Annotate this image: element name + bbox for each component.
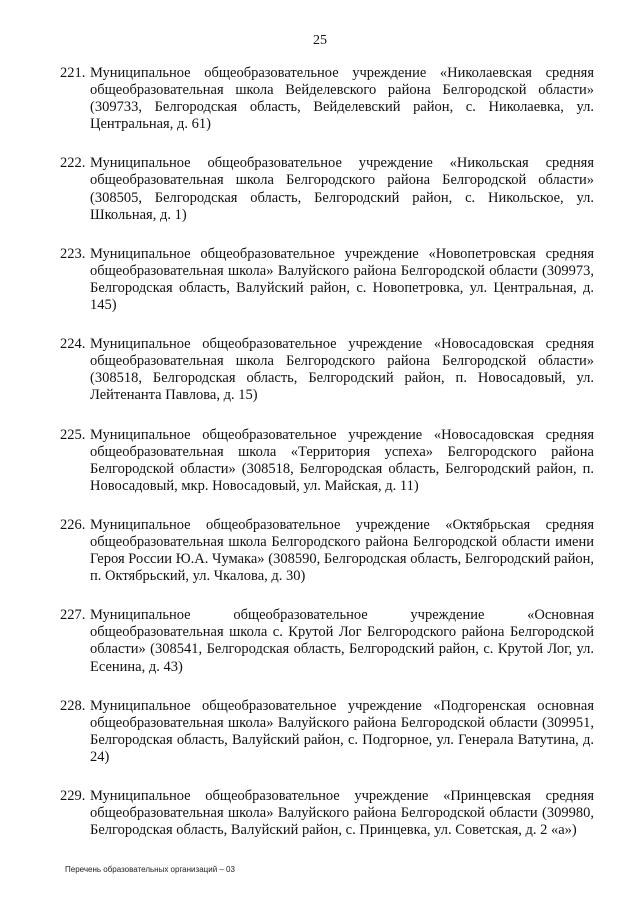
item-text: Муниципальное общеобразовательное учреждение «Новопетровская средняя общеобразовательная школа» Валуйского района Белгородской области (309973, Белгородская область, Валуйский район, с. Новопетровка, ул. Центральная, д. 145) [90,245,594,314]
item-text: Муниципальное общеобразовательное учреждение «Николаевская средняя общеобразовательная школа Вейделевского района Белгородской области» (309733, Белгородская область, Вейделевский район, с. Николаевка, ул. Центральная, д. 61) [90,65,594,133]
item-number: 221. [60,65,86,81]
list-item [60,246,594,314]
item-number: 224. [60,336,86,353]
item-text: Муниципальное общеобразовательное учреждение «Принцевская средняя общеобразовательная школа» Валуйского района Белгородской области (309980, Белгородская область, Валуйский район, с. Принцевка, ул. Советская, д. 2 «а») [90,788,594,839]
list-item [60,427,594,495]
item-number: 227. [60,607,86,624]
page-number: 25 [313,33,327,48]
item-text: Муниципальное общеобразовательное учреждение «Новосадовская средняя общеобразовательная школа Белгородского района Белгородской области» (308518, Белгородская область, Белгородский район, п. Новосадовый, ул. Лейтенанта Павлова, д. 15) [90,336,594,404]
item-number: 229. [60,788,86,804]
item-text: Муниципальное общеобразовательное учреждение «Октябрьская средняя общеобразовательная школа Белгородского района Белгородской области имени Героя России Ю.А. Чумака» (308590, Белгородская область, Белгородский район, п. Октябрьский, ул. Чкалова, д. 30) [90,516,594,585]
item-number: 228. [60,697,86,714]
item-number: 223. [60,245,86,262]
list-item [60,65,594,133]
list-item [60,607,594,675]
item-number: 222. [60,155,86,172]
list-item [60,517,594,585]
list-item [60,155,594,223]
item-text: Муниципальное общеобразовательное учреждение «Новосадовская средняя общеобразовательная школа «Территория успеха» Белгородского района Белгородской области» (308518, Белгородская область, Белгородский район, п. Новосадовый, мкр. Новосадовый, ул. Майская, д. 11) [90,426,594,494]
document-footer: Перечень образовательных организаций – 03 [65,865,235,874]
list-item [60,698,594,766]
list-item [60,336,594,404]
organization-list [60,65,594,861]
item-text: Муниципальное общеобразовательное учреждение «Основная общеобразовательная школа с. Крутой Лог Белгородского района Белгородской области» (308541, Белгородская область, Белгородский район, с. Крутой Лог, ул. Есенина, д. 43) [90,607,594,675]
item-number: 226. [60,516,86,533]
item-text: Муниципальное общеобразовательное учреждение «Никольская средняя общеобразовательная школа Белгородского района Белгородской области» (308505, Белгородская область, Белгородский район, с. Никольское, ул. Школьная, д. 1) [90,155,594,223]
item-number: 225. [60,426,86,443]
list-item [60,788,594,839]
item-text: Муниципальное общеобразовательное учреждение «Подгоренская основная общеобразовательная школа» Валуйского района Белгородской области (309951, Белгородская область, Валуйский район, с. Подгорное, ул. Генерала Ватутина, д. 24) [90,697,594,765]
